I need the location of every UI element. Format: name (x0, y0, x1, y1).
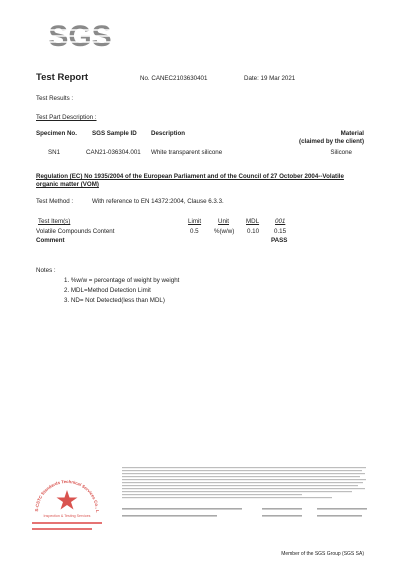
seal-arc-text: S-CSTC Standards Technical Services Co., L (33, 478, 101, 513)
col-material: Material (340, 130, 364, 137)
col-limit: Limit (188, 218, 202, 225)
col-unit: Unit (218, 218, 230, 225)
result-unit: %(w/w) (214, 228, 235, 235)
test-method-value: With reference to EN 14372:2004, Clause 6.3.3. (92, 198, 224, 205)
seal-center-text: Inspection & Testing Services (43, 514, 91, 518)
comment-value: PASS (271, 237, 288, 244)
col-sample-id: SGS Sample ID (92, 130, 137, 137)
regulation-line-2: organic matter (VOM) (36, 181, 99, 188)
note-3: 3. ND= Not Detected(less than MDL) (64, 297, 165, 304)
report-title: Test Report (36, 72, 89, 83)
report-date: Date: 19 Mar 2021 (244, 75, 296, 82)
seal-star-icon (57, 490, 78, 510)
footer-contact (122, 507, 368, 523)
specimen-material: Silicone (330, 149, 352, 156)
col-mdl: MDL (246, 218, 260, 225)
col-test-item: Test Item(s) (38, 218, 71, 225)
member-of-sgs-group: Member of the SGS Group (SGS SA) (281, 551, 364, 557)
col-result-001: 001 (275, 218, 286, 225)
test-part-description-heading: Test Part Description : (36, 114, 97, 121)
test-method-label: Test Method : (36, 198, 74, 205)
fine-print-disclaimer (122, 466, 368, 502)
sgs-logo (40, 10, 120, 58)
note-1: 1. %w/w = percentage of weight by weight (64, 277, 180, 284)
col-material-sub: (claimed by the client) (299, 138, 364, 145)
comment-label: Comment (36, 237, 65, 244)
test-results-heading: Test Results : (36, 95, 74, 102)
result-limit: 0.5 (190, 228, 199, 235)
report-number: No. CANEC2103630401 (140, 75, 208, 82)
result-value: 0.15 (274, 228, 287, 235)
regulation-line-1: Regulation (EC) No 1935/2004 of the European Parliament and of the Council of 27 October 2004--Volatile (36, 173, 344, 180)
company-seal (28, 472, 106, 542)
specimen-no: SN1 (48, 149, 61, 156)
result-item: Volatile Compounds Content (36, 228, 115, 235)
specimen-description: White transparent silicone (151, 149, 223, 156)
sample-id: CAN21-036304.001 (86, 149, 141, 156)
note-2: 2. MDL=Method Detection Limit (64, 287, 151, 294)
notes-label: Notes : (36, 267, 56, 274)
col-specimen-no: Specimen No. (36, 130, 77, 137)
result-mdl: 0.10 (247, 228, 260, 235)
logo-text: SGS (48, 20, 112, 53)
col-description: Description (151, 130, 186, 137)
